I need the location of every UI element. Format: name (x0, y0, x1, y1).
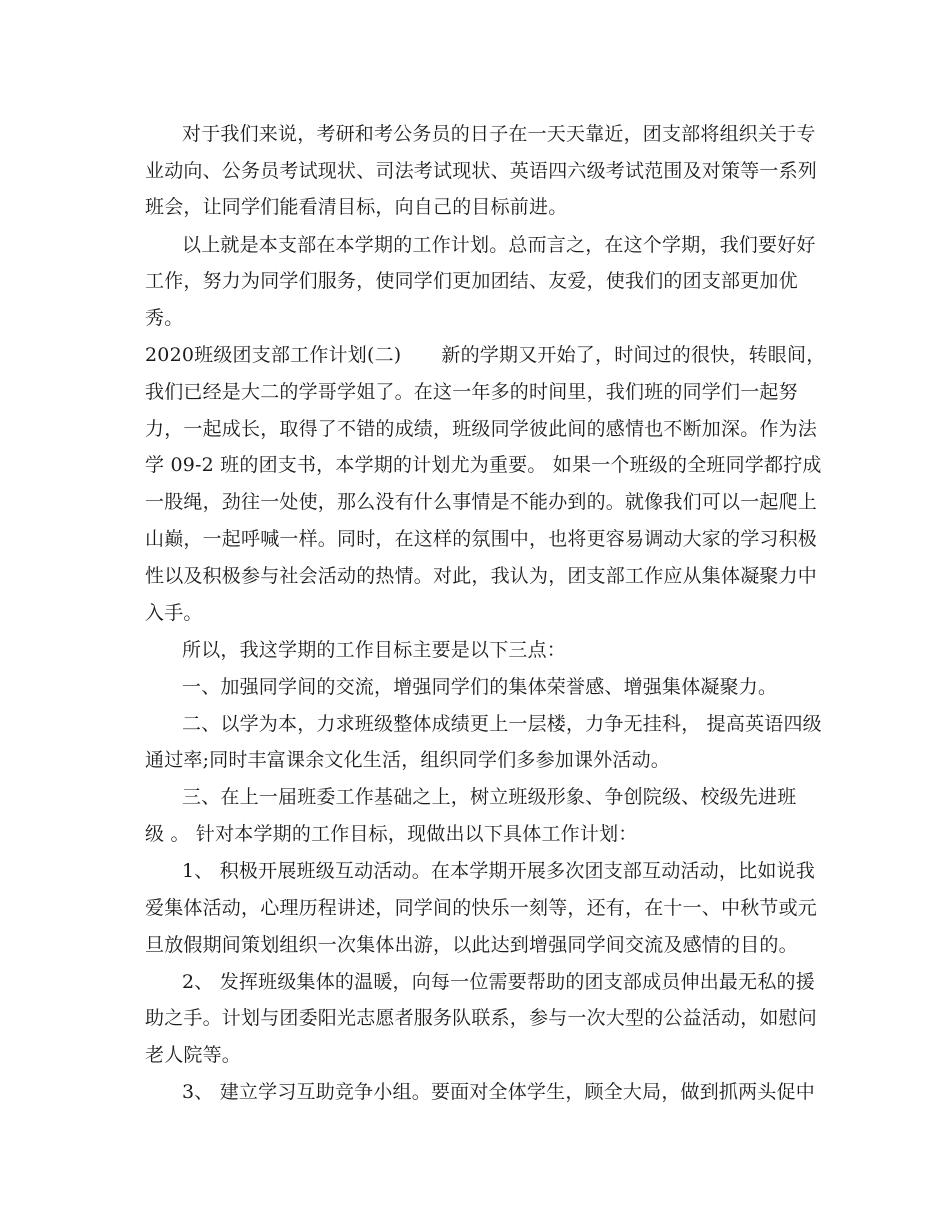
paragraph-line: 级 。 针对本学期的工作目标，现做出以下具体工作计划： (145, 823, 638, 845)
paragraph-line: 性以及积极参与社会活动的热情。对此，我认为，团支部工作应从集体凝聚力中 (145, 565, 818, 587)
paragraph-line: 山巅，一起呼喊一样。同时，在这样的氛围中，也将更容易调动大家的学习积极 (145, 528, 818, 550)
section-heading-line (145, 342, 826, 368)
paragraph-text: 新的学期又开始了，时间过的很快，转眼间， (441, 344, 826, 366)
paragraph-line: 秀。 (145, 307, 184, 329)
paragraph-line: 以上就是本支部在本学期的工作计划。总而言之，在这个学期，我们要好好 (182, 234, 816, 256)
paragraph-line: 3、 建立学习互助竞争小组。要面对全体学生，顾全大局，做到抓两头促中 (182, 1081, 815, 1103)
paragraph-line: 学 09-2 班的团支书，本学期的计划尤为重要。 如果一个班级的全班同学都拧成 (145, 454, 822, 476)
paragraph-line: 三、在上一届班委工作基础之上，树立班级形象、争创院级、校级先进班 (182, 786, 797, 808)
paragraph-line: 业动向、公务员考试现状、司法考试现状、英语四六级考试范围及对策等一系列 (145, 160, 818, 182)
paragraph-line: 对于我们来说，考研和考公务员的日子在一天天靠近，团支部将组织关于专 (182, 123, 816, 145)
paragraph-line: 助之手。计划与团委阳光志愿者服务队联系，参与一次大型的公益活动，如慰问 (145, 1007, 818, 1029)
paragraph-line: 二、以学为本，力求班级整体成绩更上一层楼，力争无挂科， 提高英语四级 (182, 713, 822, 735)
paragraph-line: 班会，让同学们能看清目标，向自己的目标前进。 (145, 196, 568, 218)
paragraph-line: 爱集体活动，心理历程讲述，同学间的快乐一刻等，还有，在十一、中秋节或元 (145, 897, 818, 919)
paragraph-line: 老人院等。 (145, 1044, 242, 1066)
paragraph-line: 力，一起成长，取得了不错的成绩，班级同学彼此间的感情也不断加深。作为法 (145, 418, 818, 440)
paragraph-line: 入手。 (145, 602, 203, 624)
paragraph-line: 1、 积极开展班级互动活动。在本学期开展多次团支部互动活动，比如说我 (182, 860, 815, 882)
paragraph-line: 通过率;同时丰富课余文化生活，组织同学们多参加课外活动。 (145, 749, 671, 771)
paragraph-line: 2、 发挥班级集体的温暖，向每一位需要帮助的团支部成员伸出最无私的援 (182, 971, 815, 993)
paragraph-line: 旦放假期间策划组织一次集体出游，以此达到增强同学间交流及感情的目的。 (145, 934, 798, 956)
paragraph-line: 工作，努力为同学们服务，使同学们更加团结、友爱，使我们的团支部更加优 (145, 270, 798, 292)
paragraph-line: 所以，我这学期的工作目标主要是以下三点： (182, 639, 567, 661)
paragraph-line: 我们已经是大二的学哥学姐了。在这一年多的时间里，我们班的同学们一起努 (145, 381, 798, 403)
section-heading: 2020班级团支部工作计划(二) (145, 344, 402, 366)
paragraph-line: 一、加强同学间的交流，增强同学们的集体荣誉感、增强集体凝聚力。 (182, 676, 778, 698)
paragraph-line: 一股绳，劲往一处使，那么没有什么事情是不能办到的。就像我们可以一起爬上 (145, 491, 818, 513)
